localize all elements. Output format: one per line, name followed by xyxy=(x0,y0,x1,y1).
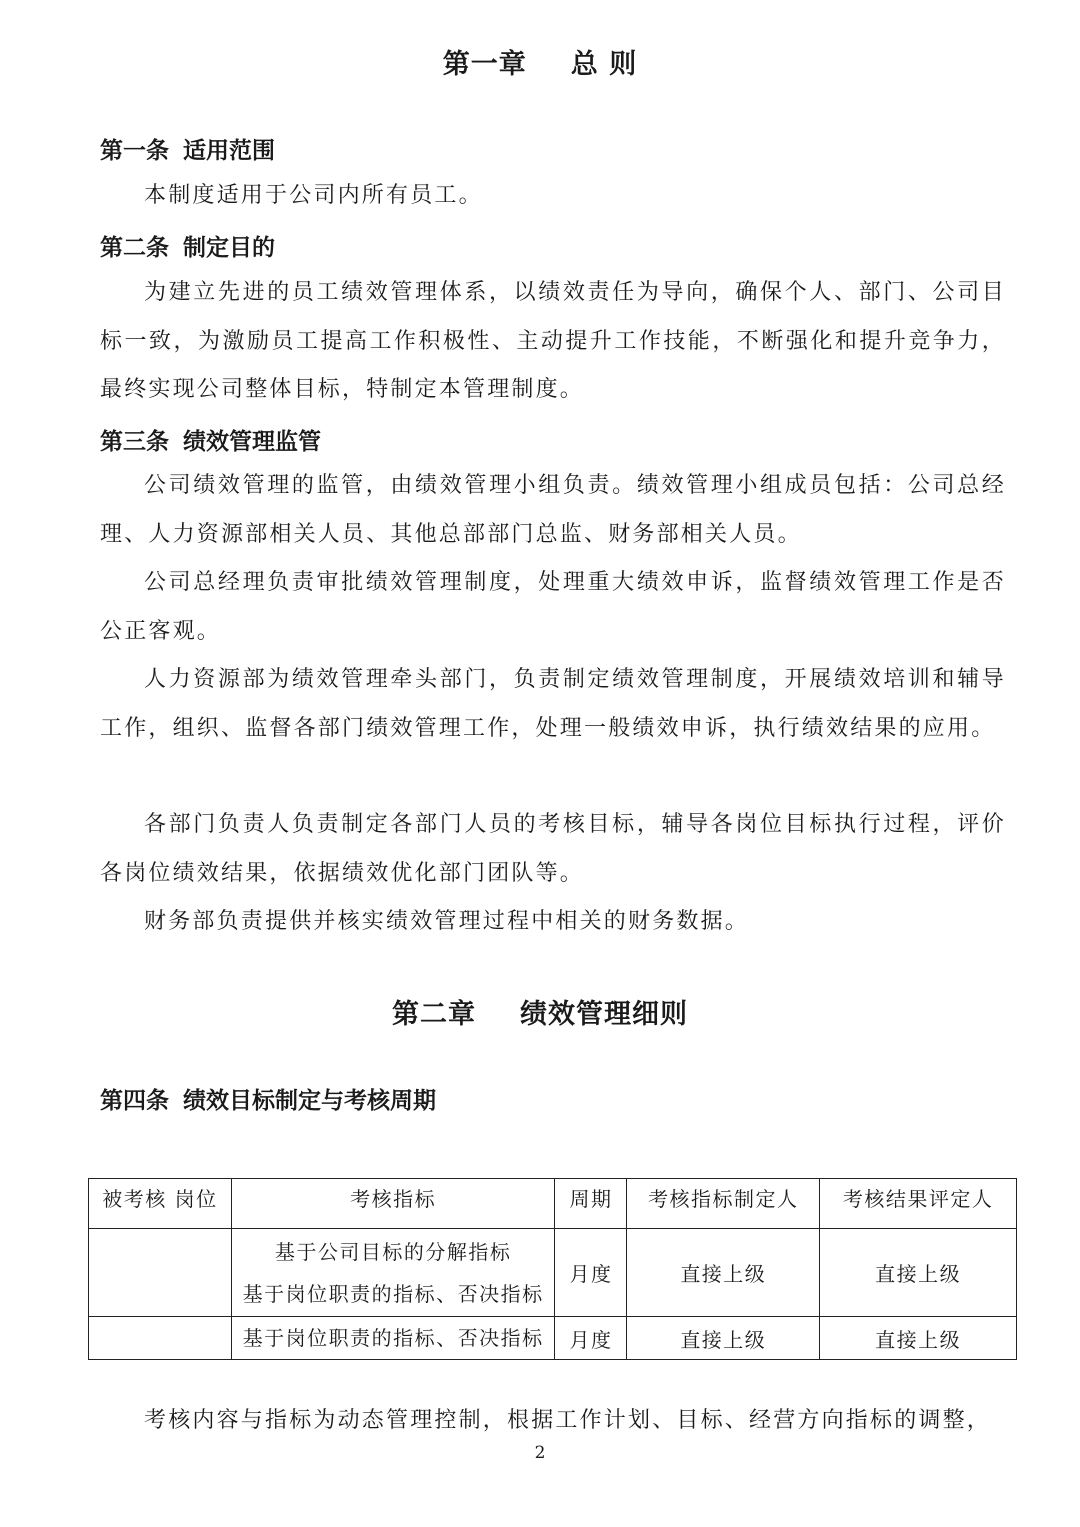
chapter-2-heading xyxy=(0,992,1080,1031)
article-3-paragraph-5: 财务部负责提供并核实绩效管理过程中相关的财务数据。 xyxy=(144,909,750,934)
article-4-label: 第四条 xyxy=(100,1088,169,1114)
chapter-2-label: 第二章 xyxy=(392,999,476,1030)
cell-setter: 直接上级 xyxy=(627,1317,820,1360)
cell-period: 月度 xyxy=(555,1317,627,1360)
article-3-paragraph-3: 人力资源部为绩效管理牵头部门，负责制定绩效管理制度，开展绩效培训和辅导工作，组织、监督各部门绩效管理工作，处理一般绩效申诉，执行绩效结果的应用。 xyxy=(100,667,1006,741)
indicator-line: 基于公司目标的分解指标 xyxy=(274,1239,512,1264)
indicator-line: 基于岗位职责的指标、否决指标 xyxy=(242,1326,544,1350)
article-4-title: 绩效目标制定与考核周期 xyxy=(183,1088,436,1114)
chapter-1-label: 第一章 xyxy=(442,49,527,80)
header-setter: 考核指标制定人 xyxy=(627,1179,820,1229)
article-1-title: 适用范围 xyxy=(183,138,275,164)
article-1-label: 第一条 xyxy=(100,138,169,164)
trailing-paragraph: 考核内容与指标为动态管理控制，根据工作计划、目标、经营方向指标的调整， xyxy=(144,1408,992,1433)
page-number: 2 xyxy=(534,1443,546,1463)
article-2-paragraph: 为建立先进的员工绩效管理体系，以绩效责任为导向，确保个人、部门、公司目标一致，为激励员工提高工作积极性、主动提升工作技能，不断强化和提升竞争力，最终实现公司整体目标，特制定本管理制度。 xyxy=(100,280,1006,402)
cell-indicators xyxy=(231,1317,555,1360)
header-evaluator: 考核结果评定人 xyxy=(820,1179,1017,1229)
article-1-heading xyxy=(100,132,275,165)
assessment-table xyxy=(88,1178,1017,1360)
cell-period: 月度 xyxy=(555,1229,627,1317)
chapter-1-heading xyxy=(0,42,1080,81)
table-row xyxy=(89,1229,1017,1317)
article-1-paragraph: 本制度适用于公司内所有员工。 xyxy=(144,183,483,208)
chapter-2-title: 绩效管理细则 xyxy=(520,999,688,1030)
indicator-line: 基于岗位职责的指标、否决指标 xyxy=(242,1281,544,1306)
article-3-paragraph-4: 各部门负责人负责制定各部门人员的考核目标，辅导各岗位目标执行过程，评价各岗位绩效结果，依据绩效优化部门团队等。 xyxy=(100,812,1006,886)
cell-position xyxy=(89,1317,232,1360)
cell-position xyxy=(89,1229,232,1317)
chapter-1-title: 总 则 xyxy=(570,49,638,80)
table-header-row xyxy=(89,1179,1017,1229)
article-3-paragraph-2: 公司总经理负责审批绩效管理制度，处理重大绩效申诉，监督绩效管理工作是否公正客观。 xyxy=(100,570,1006,644)
table-row xyxy=(89,1317,1017,1360)
header-period: 周期 xyxy=(555,1179,627,1229)
article-2-heading xyxy=(100,229,275,262)
cell-indicators xyxy=(231,1229,555,1317)
article-3-label: 第三条 xyxy=(100,429,169,455)
article-4-heading xyxy=(100,1082,436,1115)
cell-evaluator: 直接上级 xyxy=(820,1317,1017,1360)
article-3-title: 绩效管理监管 xyxy=(183,429,321,455)
article-3-heading xyxy=(100,423,321,456)
cell-setter: 直接上级 xyxy=(627,1229,820,1317)
header-indicators: 考核指标 xyxy=(231,1179,555,1229)
article-3-paragraph-1: 公司绩效管理的监管，由绩效管理小组负责。绩效管理小组成员包括：公司总经理、人力资源部相关人员、其他总部部门总监、财务部相关人员。 xyxy=(100,473,1006,547)
header-position: 被考核 岗位 xyxy=(89,1179,232,1229)
article-2-label: 第二条 xyxy=(100,235,169,261)
cell-evaluator: 直接上级 xyxy=(820,1229,1017,1317)
article-2-title: 制定目的 xyxy=(183,235,275,261)
